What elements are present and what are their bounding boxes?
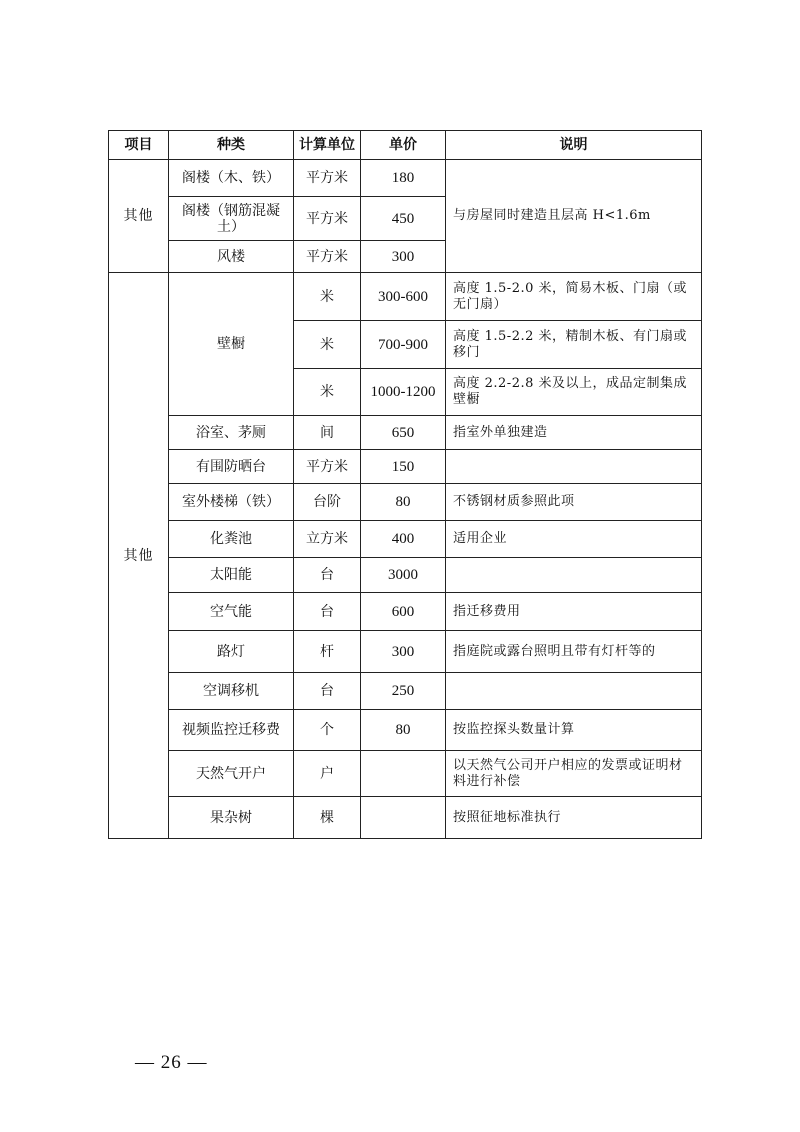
- unit-cell: 米: [294, 369, 361, 416]
- unit-cell: 平方米: [294, 197, 361, 241]
- unit-cell: 平方米: [294, 241, 361, 273]
- compensation-table: [108, 130, 702, 839]
- unit-cell: 户: [294, 751, 361, 797]
- type-cell: 壁橱: [169, 273, 294, 416]
- table-row: [109, 558, 702, 593]
- note-cell: 高度 2.2-2.8 米及以上，成品定制集成壁橱: [446, 369, 702, 416]
- type-cell: 视频监控迁移费: [169, 710, 294, 751]
- price-cell: 180: [361, 160, 446, 197]
- price-cell: 600: [361, 593, 446, 631]
- unit-cell: 米: [294, 273, 361, 321]
- note-cell: 按照征地标准执行: [446, 797, 702, 839]
- unit-cell: 台: [294, 673, 361, 710]
- category-cell: 其他: [109, 273, 169, 839]
- note-cell: 不锈钢材质参照此项: [446, 484, 702, 521]
- note-cell: 指迁移费用: [446, 593, 702, 631]
- type-cell: 阁楼（钢筋混凝土）: [169, 197, 294, 241]
- table-row: [109, 484, 702, 521]
- note-cell: [446, 673, 702, 710]
- header-type: 种类: [169, 131, 294, 160]
- note-cell: 按监控探头数量计算: [446, 710, 702, 751]
- table-row: [109, 751, 702, 797]
- price-cell: 1000-1200: [361, 369, 446, 416]
- table-row: [109, 593, 702, 631]
- note-cell: [446, 558, 702, 593]
- table-row: [109, 631, 702, 673]
- table-row: [109, 160, 702, 197]
- table-row: [109, 450, 702, 484]
- price-cell: 400: [361, 521, 446, 558]
- note-cell: 高度 1.5-2.0 米，简易木板、门扇（或无门扇）: [446, 273, 702, 321]
- table-row: [109, 710, 702, 751]
- page-number: — 26 —: [135, 1052, 208, 1073]
- type-cell: 阁楼（木、铁）: [169, 160, 294, 197]
- type-cell: 化粪池: [169, 521, 294, 558]
- unit-cell: 台阶: [294, 484, 361, 521]
- table-row: [109, 797, 702, 839]
- header-item: 项目: [109, 131, 169, 160]
- price-cell: 250: [361, 673, 446, 710]
- unit-cell: 台: [294, 558, 361, 593]
- type-cell: 路灯: [169, 631, 294, 673]
- unit-cell: 台: [294, 593, 361, 631]
- table-row: [109, 416, 702, 450]
- type-cell: 天然气开户: [169, 751, 294, 797]
- unit-cell: 平方米: [294, 450, 361, 484]
- unit-cell: 个: [294, 710, 361, 751]
- price-cell: 150: [361, 450, 446, 484]
- table-row: [109, 273, 702, 321]
- type-cell: 果杂树: [169, 797, 294, 839]
- note-cell: [446, 450, 702, 484]
- price-cell: 300: [361, 241, 446, 273]
- header-price: 单价: [361, 131, 446, 160]
- unit-cell: 杆: [294, 631, 361, 673]
- unit-cell: 间: [294, 416, 361, 450]
- type-cell: 浴室、茅厕: [169, 416, 294, 450]
- note-cell: 指室外单独建造: [446, 416, 702, 450]
- price-cell: 300-600: [361, 273, 446, 321]
- price-cell: 450: [361, 197, 446, 241]
- table-header-row: [109, 131, 702, 160]
- type-cell: 空调移机: [169, 673, 294, 710]
- type-cell: 风楼: [169, 241, 294, 273]
- price-cell: 300: [361, 631, 446, 673]
- table-row: [109, 673, 702, 710]
- category-cell: 其他: [109, 160, 169, 273]
- price-cell: [361, 797, 446, 839]
- price-cell: 650: [361, 416, 446, 450]
- price-cell: 80: [361, 710, 446, 751]
- type-cell: 太阳能: [169, 558, 294, 593]
- type-cell: 空气能: [169, 593, 294, 631]
- note-cell: 以天然气公司开户相应的发票或证明材料进行补偿: [446, 751, 702, 797]
- unit-cell: 棵: [294, 797, 361, 839]
- unit-cell: 立方米: [294, 521, 361, 558]
- type-cell: 室外楼梯（铁）: [169, 484, 294, 521]
- note-cell: 指庭院或露台照明且带有灯杆等的: [446, 631, 702, 673]
- header-note: 说明: [446, 131, 702, 160]
- price-cell: 3000: [361, 558, 446, 593]
- table-row: [109, 521, 702, 558]
- unit-cell: 米: [294, 321, 361, 369]
- compensation-table-container: [108, 130, 701, 839]
- price-cell: 80: [361, 484, 446, 521]
- note-cell: 与房屋同时建造且层高 H<1.6m: [446, 160, 702, 273]
- header-unit: 计算单位: [294, 131, 361, 160]
- price-cell: 700-900: [361, 321, 446, 369]
- unit-cell: 平方米: [294, 160, 361, 197]
- note-cell: 适用企业: [446, 521, 702, 558]
- price-cell: [361, 751, 446, 797]
- note-cell: 高度 1.5-2.2 米，精制木板、有门扇或移门: [446, 321, 702, 369]
- type-cell: 有围防晒台: [169, 450, 294, 484]
